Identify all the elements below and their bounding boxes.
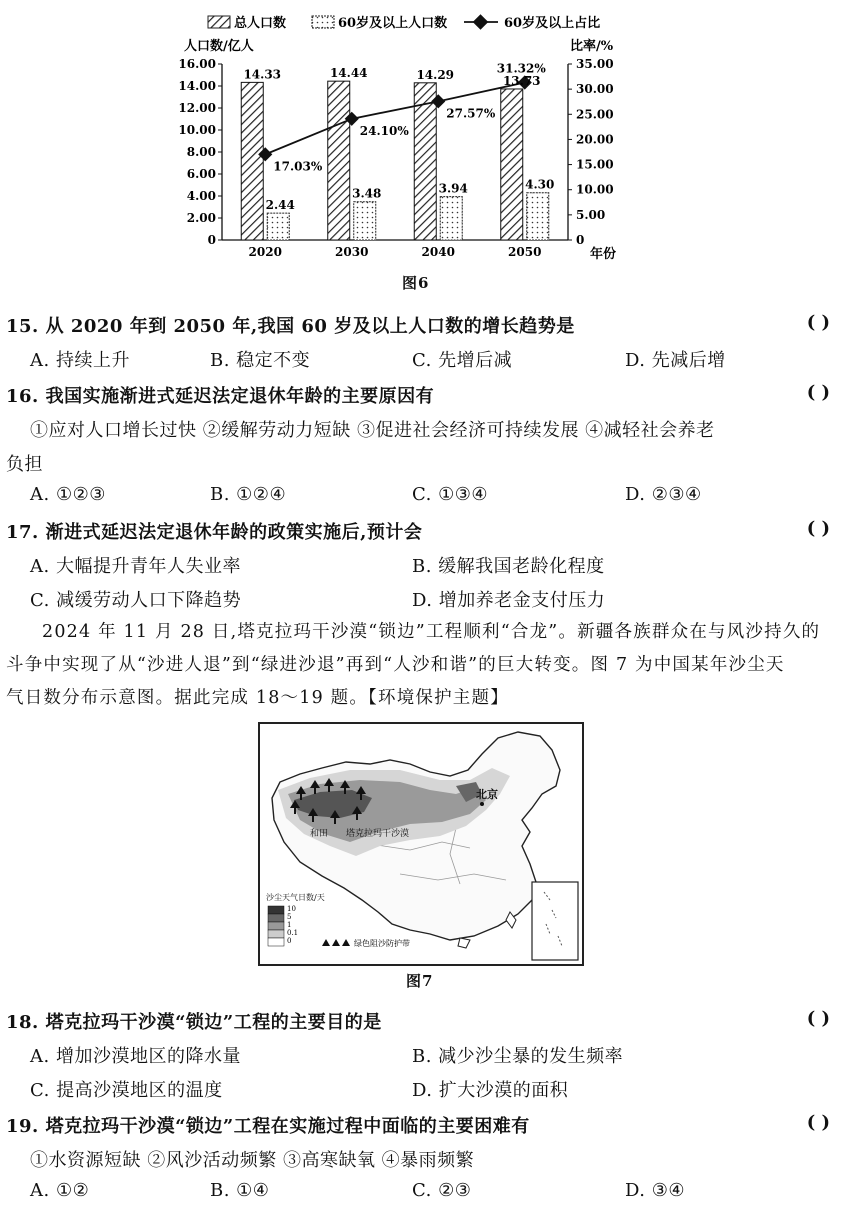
map-legend-title: 沙尘天气日数/天 [266,893,325,902]
passage-line3: 气日数分布示意图。据此完成 18～19 题。【环境保护主题】 [6,688,509,708]
left-tick-label: 0 [207,233,216,247]
map-legend-value-2: 1 [287,921,292,929]
left-tick-label: 12.00 [178,101,216,115]
data-label-total: 14.33 [243,67,282,82]
right-tick-label: 15.00 [576,157,614,172]
x-tick-label: 2050 [508,245,542,259]
question-19-option-b: B. ①④ [210,1180,270,1201]
left-tick-label: 8.00 [186,145,216,159]
question-16-option-b: B. ①②④ [210,484,287,505]
question-15-option-a: A. 持续上升 [30,350,130,371]
question-18-answer-blank: ( ) [806,1008,830,1029]
question-19-stem: 19. 塔克拉玛干沙漠“锁边”工程在实施过程中面临的主要困难有 [6,1116,530,1137]
legend-label-elderly: 60岁及以上人口数 [338,16,448,31]
question-19-option-d: D. ③④ [625,1180,686,1201]
map-legend-value-4: 0 [287,937,292,945]
right-tick-label: 0 [576,233,585,247]
chart-legend [208,14,600,31]
map-label-desert: 塔克拉玛干沙漠 [346,829,410,839]
x-tick-label: 2040 [421,245,455,259]
bar-elderly-population [440,197,462,240]
map-legend-tree-label: 绿色阻沙防护带 [354,939,410,948]
china-dust-map-svg [260,724,582,964]
right-tick-label: 5.00 [576,207,606,222]
question-15-answer-blank: ( ) [806,312,830,333]
data-label-total: 13.73 [502,73,541,88]
bar-elderly-population [527,193,549,240]
data-label-ratio: 17.03% [273,159,323,174]
left-tick-label: 4.00 [186,189,216,203]
figure6-chart [170,0,690,268]
question-18-option-a: A. 增加沙漠地区的降水量 [30,1046,241,1067]
data-label-ratio: 24.10% [359,123,409,138]
question-19-option-a: A. ①② [30,1180,90,1201]
bar-elderly-population [354,202,376,240]
bar-total-population [501,89,523,240]
x-axis-label: 年份 [590,247,617,262]
data-label-elderly: 4.30 [525,177,555,192]
x-tick-label: 2020 [248,245,282,259]
right-axis-label: 比率/% [570,39,614,54]
question-17-option-c: C. 减缓劳动人口下降趋势 [30,590,242,611]
population-chart-svg [170,0,690,268]
legend-label-ratio: 60岁及以上占比 [504,16,601,31]
bar-elderly-population [267,213,289,240]
right-tick-label: 10.00 [576,182,614,197]
left-tick-label: 16.00 [178,57,216,71]
question-16-option-c: C. ①③④ [412,484,488,505]
bar-total-population [241,82,263,240]
data-label-ratio: 27.57% [446,106,496,121]
question-16-option-d: D. ②③④ [625,484,702,505]
left-tick-label: 2.00 [186,211,216,225]
legend-label-total: 总人口数 [234,16,287,31]
question-18-option-d: D. 扩大沙漠的面积 [412,1080,569,1101]
map-legend-value-3: 0.1 [287,929,299,937]
question-17-answer-blank: ( ) [806,518,830,539]
map-legend-tree-icons [322,939,350,946]
left-axis-label: 人口数/亿人 [184,39,254,54]
legend-swatch-total [208,16,230,28]
figure7-map [258,722,584,966]
left-tick-label: 6.00 [186,167,216,181]
question-16-items-line2: 负担 [6,454,43,475]
question-16-option-a: A. ①②③ [30,484,106,505]
data-label-total: 14.29 [416,67,455,82]
question-19-option-c: C. ②③ [412,1180,472,1201]
map-legend-value-0: 10 [287,905,296,913]
question-17-option-a: A. 大幅提升青年人失业率 [30,556,241,577]
left-tick-label: 14.00 [178,79,216,93]
question-17-option-b: B. 缓解我国老龄化程度 [412,556,605,577]
right-tick-label: 20.00 [576,132,614,147]
map-label-beijing: 北京 [476,788,498,801]
beijing-marker [480,802,484,806]
right-tick-label: 25.00 [576,107,614,122]
question-16-answer-blank: ( ) [806,382,830,403]
x-tick-label: 2030 [335,245,369,259]
map-label-hetian: 和田 [310,829,329,839]
question-18-option-b: B. 减少沙尘暴的发生频率 [412,1046,624,1067]
question-17-stem: 17. 渐进式延迟法定退休年龄的政策实施后,预计会 [6,522,423,543]
question-18-stem: 18. 塔克拉玛干沙漠“锁边”工程的主要目的是 [6,1012,382,1033]
legend-swatch-elderly [312,16,334,28]
data-label-ratio: 31.32% [496,61,546,76]
bar-total-population [328,81,350,240]
question-16-items-line1: ①应对人口增长过快 ②缓解劳动力短缺 ③促进社会经济可持续发展 ④减轻社会养老 [30,420,715,441]
question-19-items: ①水资源短缺 ②风沙活动频繁 ③高寒缺氧 ④暴雨频繁 [30,1150,475,1171]
map-legend-value-1: 5 [287,913,292,921]
question-16-stem: 16. 我国实施渐进式延迟法定退休年龄的主要原因有 [6,386,435,407]
question-15-option-d: D. 先减后增 [625,350,726,371]
data-label-elderly: 3.94 [438,181,468,196]
question-18-option-c: C. 提高沙漠地区的温度 [30,1080,223,1101]
left-tick-label: 10.00 [178,123,216,137]
data-label-total: 14.44 [329,66,368,81]
question-19-answer-blank: ( ) [806,1112,830,1133]
question-15-option-b: B. 稳定不变 [210,350,311,371]
figure7-caption: 图7 [406,972,434,990]
right-tick-label: 35.00 [576,57,614,71]
south-china-sea-inset [532,882,578,960]
question-15-option-c: C. 先增后减 [412,350,513,371]
question-15-stem: 15. 从 2020 年到 2050 年,我国 60 岁及以上人口数的增长趋势是 [6,316,575,337]
passage-line2: 斗争中实现了从“沙进人退”到“绿进沙退”再到“人沙和谐”的巨大转变。图 7 为中国某年沙尘天 [6,655,785,675]
data-label-elderly: 2.44 [265,198,295,213]
figure6-caption: 图6 [402,274,430,292]
legend-marker-ratio [473,14,489,30]
right-tick-label: 30.00 [576,82,614,97]
passage-line1: 2024 年 11 月 28 日,塔克拉玛干沙漠“锁边”工程顺利“合龙”。新疆各族群众在与风沙持久的 [42,622,821,642]
question-17-option-d: D. 增加养老金支付压力 [412,590,606,611]
data-label-elderly: 3.48 [352,186,382,201]
